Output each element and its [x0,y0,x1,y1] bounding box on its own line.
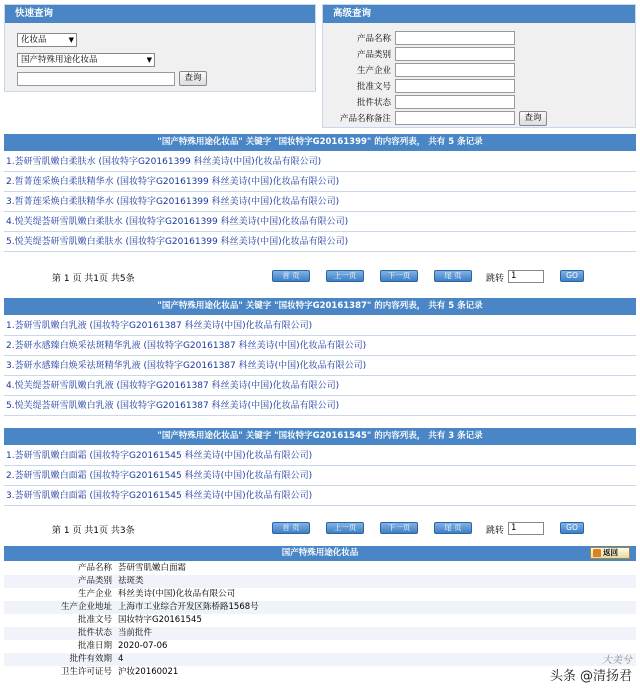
watermark-badge: 大美兮 [602,655,632,666]
adv-field-input[interactable] [395,111,515,125]
last-page-button[interactable]: 尾 页 [434,522,472,534]
detail-value: 沪妆20160021 [118,667,179,677]
section-header: "国产特殊用途化妆品" 关键字 "国妆特字G20161387" 的内容列表， 共有 5 条记录 [4,298,636,315]
adv-field-input[interactable] [395,63,515,77]
detail-title-text: 国产特殊用途化妆品 [281,548,359,558]
advanced-search-button[interactable]: 查询 [519,111,547,126]
next-page-button[interactable]: 下一页 [380,270,418,282]
detail-key: 批准日期 [77,641,112,651]
section-header: "国产特殊用途化妆品" 关键字 "国妆特字G20161545" 的内容列表， 共有 3 条记录 [4,428,636,445]
go-button[interactable]: GO [560,270,584,282]
pager-info: 第 1 页 共1页 共5条 [52,274,135,284]
keyword-input[interactable] [17,72,175,86]
detail-value: 国妆特字G20161545 [118,615,202,625]
quick-search-title: 快速查询 [5,5,315,23]
detail-value: 4 [118,654,124,664]
list-item[interactable]: 1.荟研雪肌嫩白柔肤水 (国妆特字G20161399 科丝美诗(中国)化妆品有限公司) [4,152,636,172]
list-item[interactable]: 4.悦芙缇荟研雪肌嫩白乳液 (国妆特字G20161387 科丝美诗(中国)化妆品有限公司) [4,376,636,396]
detail-value: 2020-07-06 [118,641,168,651]
detail-value: 科丝美诗(中国)化妆品有限公司 [118,589,236,599]
back-button[interactable] [590,547,630,559]
adv-field-label: 批件状态 [356,98,391,108]
list-item[interactable]: 1.荟研雪肌嫩白面霜 (国妆特字G20161545 科丝美诗(中国)化妆品有限公司) [4,446,636,466]
chevron-down-icon: ▼ [68,36,74,44]
adv-field-label: 批准文号 [356,82,391,92]
adv-field-input[interactable] [395,95,515,109]
detail-row [4,614,636,627]
advanced-search-title: 高级查询 [323,5,635,23]
detail-row [4,562,636,575]
type-select[interactable] [17,53,155,67]
detail-key: 产品类别 [77,576,112,586]
advanced-search-panel [322,4,636,128]
detail-row [4,575,636,588]
back-button-label: 返回 [603,548,618,557]
adv-field-label: 生产企业 [356,66,391,76]
detail-key: 产品名称 [77,563,112,573]
detail-value: 祛斑类 [118,576,144,586]
detail-row [4,666,636,679]
detail-title [4,546,636,561]
prev-page-button[interactable]: 上一页 [326,270,364,282]
list-item[interactable]: 5.悦芙缇荟研雪肌嫩白乳液 (国妆特字G20161387 科丝美诗(中国)化妆品有限公司) [4,396,636,416]
list-item[interactable]: 5.悦芙缇荟研雪肌嫩白柔肤水 (国妆特字G20161399 科丝美诗(中国)化妆品有限公司) [4,232,636,252]
jump-label: 跳转 [486,526,505,536]
list-item[interactable]: 3.荟研水感臻白焕采祛斑精华乳液 (国妆特字G20161387 科丝美诗(中国)化妆品有限公司) [4,356,636,376]
adv-field-label: 产品名称备注 [339,114,391,124]
adv-field-input[interactable] [395,47,515,61]
detail-key: 生产企业 [77,589,112,599]
detail-value: 荟研雪肌嫩白面霜 [118,563,187,573]
detail-value: 当前批件 [118,628,153,638]
category-select[interactable] [17,33,77,47]
quick-search-button[interactable]: 查询 [179,71,207,86]
adv-field-label: 产品名称 [356,34,391,44]
list-item[interactable]: 2.荟研水感臻白焕采祛斑精华乳液 (国妆特字G20161387 科丝美诗(中国)化妆品有限公司) [4,336,636,356]
list-item[interactable]: 2.荟研雪肌嫩白面霜 (国妆特字G20161545 科丝美诗(中国)化妆品有限公司) [4,466,636,486]
detail-key: 批件有效期 [69,654,112,664]
first-page-button[interactable]: 首 页 [272,270,310,282]
last-page-button[interactable]: 尾 页 [434,270,472,282]
detail-row [4,653,636,666]
detail-value: 上海市工业综合开发区陈桥路1568号 [118,602,259,612]
prev-page-button[interactable]: 上一页 [326,522,364,534]
detail-key: 批准文号 [77,615,112,625]
type-select-value: 国产特殊用途化妆品 [21,55,98,65]
jump-input[interactable]: 1 [508,270,544,283]
jump-label: 跳转 [486,274,505,284]
detail-row [4,640,636,653]
list-item[interactable]: 1.荟研雪肌嫩白乳液 (国妆特字G20161387 科丝美诗(中国)化妆品有限公司) [4,316,636,336]
adv-field-label: 产品类别 [356,50,391,60]
watermark: 头条 @清扬君 [549,669,632,684]
detail-key: 卫生许可证号 [60,667,112,677]
detail-key: 批件状态 [77,628,112,638]
first-page-button[interactable]: 首 页 [272,522,310,534]
back-icon [593,549,601,557]
detail-key: 生产企业地址 [60,602,112,612]
adv-field-input[interactable] [395,31,515,45]
next-page-button[interactable]: 下一页 [380,522,418,534]
go-button[interactable]: GO [560,522,584,534]
jump-input[interactable]: 1 [508,522,544,535]
detail-row [4,627,636,640]
list-item[interactable]: 4.悦芙缇荟研雪肌嫩白柔肤水 (国妆特字G20161399 科丝美诗(中国)化妆品有限公司) [4,212,636,232]
category-select-value: 化妆品 [21,35,47,45]
detail-row [4,588,636,601]
adv-field-input[interactable] [395,79,515,93]
list-item[interactable]: 2.皙菁莲采焕白柔肤精华水 (国妆特字G20161399 科丝美诗(中国)化妆品有限公司) [4,172,636,192]
list-item[interactable]: 3.荟研雪肌嫩白面霜 (国妆特字G20161545 科丝美诗(中国)化妆品有限公司) [4,486,636,506]
section-header: "国产特殊用途化妆品" 关键字 "国妆特字G20161399" 的内容列表， 共有 5 条记录 [4,134,636,151]
detail-row [4,601,636,614]
quick-search-panel [4,4,316,92]
chevron-down-icon: ▼ [146,56,152,64]
pager-info: 第 1 页 共1页 共3条 [52,526,135,536]
list-item[interactable]: 3.皙菁莲采焕白柔肤精华水 (国妆特字G20161399 科丝美诗(中国)化妆品有限公司) [4,192,636,212]
